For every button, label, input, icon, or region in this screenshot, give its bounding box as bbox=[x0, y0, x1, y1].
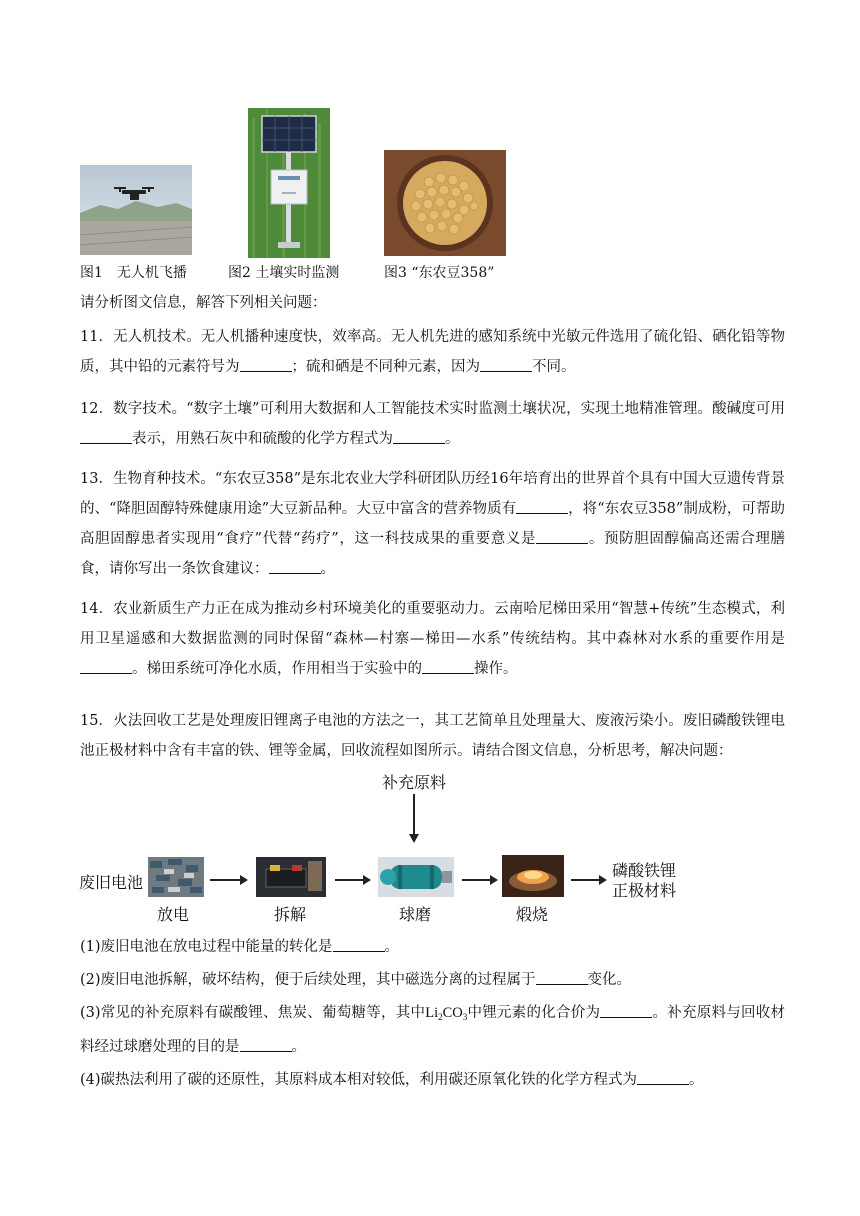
answer-blank[interactable] bbox=[516, 499, 568, 514]
question-15-stem: 15．火法回收工艺是处理废旧锂离子电池的方法之一，其工艺简单且处理量大、废液污染小。废旧磷酸铁锂电池正极材料中含有丰富的铁、锂等金属，回收流程如图所示。请结合图文信息，分析思考，解决问题： bbox=[80, 713, 785, 759]
answer-blank[interactable] bbox=[240, 357, 292, 372]
step-ball-mill-label: 球磨 bbox=[399, 905, 432, 924]
question-15-part4: (4)碳热法利用了碳的还原性，其原料成本相对较低，利用碳还原氧化铁的化学方程式为 。 bbox=[80, 1072, 704, 1088]
supplement-arrowhead bbox=[409, 834, 419, 843]
calcination-photo bbox=[502, 855, 564, 897]
intro-text: 请分析图文信息，解答下列相关问题： bbox=[80, 295, 327, 311]
step-discharge-label: 放电 bbox=[157, 905, 190, 924]
answer-blank[interactable] bbox=[80, 429, 132, 444]
question-13: 13．生物育种技术。“东农豆358”是东北农业大学科研团队历经16年培育出的世界首个具有中国大豆遗传背景的、“降胆固醇特殊健康用途”大豆新品种。大豆中富含的营养物质有 ，将“东农豆358”制成粉，可帮助高胆固醇患者实现用“食疗”代替“药疗”，这一科技成果的重要意义是 。预防胆固醇偏高还需合理膳食，请你写出一条饮食建议： 。 bbox=[80, 471, 786, 577]
figure1-caption: 图1 无人机飞播 bbox=[80, 265, 187, 281]
battery-pile-photo bbox=[148, 857, 204, 897]
question-11: 11．无人机技术。无人机播种速度快，效率高。无人机先进的感知系统中光敏元件选用了硫化铅、硒化铅等物质，其中铅的元素符号为 ；硫和硒是不同种元素，因为 不同。 bbox=[80, 329, 785, 375]
answer-blank[interactable] bbox=[536, 529, 588, 544]
answer-blank[interactable] bbox=[240, 1037, 292, 1052]
answer-blank[interactable] bbox=[333, 937, 385, 952]
answer-blank[interactable] bbox=[269, 559, 321, 574]
question-14: 14．农业新质生产力正在成为推动乡村环境美化的重要驱动力。云南哈尼梯田采用“智慧+传统”生态模式，利用卫星遥感和大数据监测的同时保留“森林—村寨—梯田—水系”传统结构。其中森林对水系的重要作用是。梯田系统可净化水质，作用相当于实验中的 操作。 bbox=[80, 601, 785, 677]
answer-blank[interactable] bbox=[536, 970, 588, 985]
answer-blank[interactable] bbox=[637, 1070, 689, 1085]
figure2-caption: 图2 土壤实时监测 bbox=[228, 265, 340, 281]
answer-blank[interactable] bbox=[422, 659, 474, 674]
disassembly-photo bbox=[256, 857, 326, 897]
drone-sowing-photo bbox=[80, 165, 192, 255]
flow-arrow bbox=[571, 879, 605, 881]
question-15-part1: (1)废旧电池在放电过程中能量的转化是 。 bbox=[80, 939, 400, 955]
question-15-part2: (2)废旧电池拆解，破坏结构，便于后续处理，其中磁选分离的过程属于 变化。 bbox=[80, 972, 632, 988]
answer-blank[interactable] bbox=[600, 1003, 652, 1018]
soil-monitor-photo bbox=[248, 108, 330, 258]
question-12: 12．数字技术。“数字土壤”可利用大数据和人工智能技术实时监测土壤状况，实现土地精准管理。酸碱度可用表示，用熟石灰中和硫酸的化学方程式为 。 bbox=[80, 401, 785, 447]
soybean-bowl-photo bbox=[384, 150, 506, 256]
lithium-carbonate-formula: $Li_2CO_3$ bbox=[425, 1005, 468, 1022]
flow-end-label-line1: 磷酸铁锂 bbox=[612, 861, 677, 880]
supplement-arrow bbox=[413, 794, 415, 836]
step-calcination-label: 煅烧 bbox=[516, 905, 549, 924]
figure3-caption: 图3 “东农豆358” bbox=[384, 265, 495, 281]
flow-arrow bbox=[210, 879, 246, 881]
flow-arrow bbox=[335, 879, 369, 881]
question-15-part3: (3)常见的补充原料有碳酸锂、焦炭、葡萄糖等，其中$Li_2CO_3$中锂元素的化合价为 。补充原料与回收材料经过球磨处理的目的是 。 bbox=[80, 1005, 786, 1055]
answer-blank[interactable] bbox=[480, 357, 532, 372]
flow-start-label: 废旧电池 bbox=[79, 873, 144, 892]
step-disassembly-label: 拆解 bbox=[274, 905, 307, 924]
supplement-label: 补充原料 bbox=[382, 773, 447, 792]
answer-blank[interactable] bbox=[80, 659, 132, 674]
ball-mill-photo bbox=[378, 857, 454, 897]
flow-arrow bbox=[462, 879, 496, 881]
answer-blank[interactable] bbox=[393, 429, 445, 444]
flow-end-label-line2: 正极材料 bbox=[612, 881, 677, 900]
